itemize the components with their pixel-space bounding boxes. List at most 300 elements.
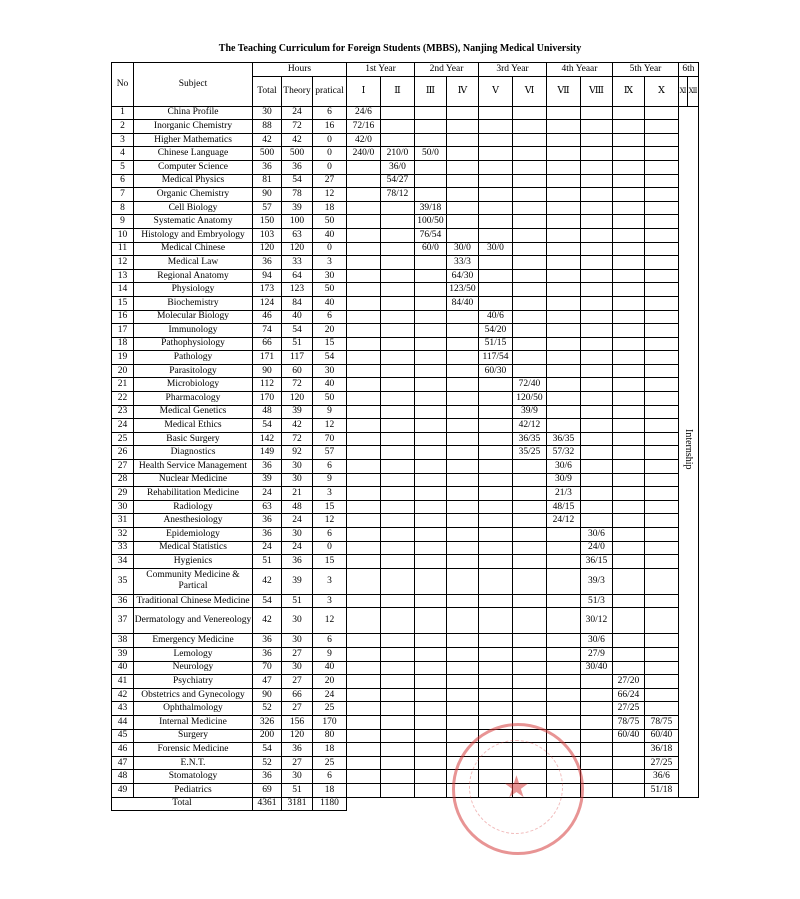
semester-hours <box>547 594 581 608</box>
semester-hours <box>479 106 513 120</box>
semester-hours <box>447 715 479 729</box>
table-row <box>112 555 699 569</box>
semester-hours <box>645 242 679 256</box>
semester-hours <box>581 688 613 702</box>
hours-theory: 42 <box>282 419 313 433</box>
table-row <box>112 324 699 338</box>
hours-theory: 48 <box>282 500 313 514</box>
hours-practical: 25 <box>313 756 347 770</box>
semester-hours <box>547 528 581 542</box>
semester-hours: 36/15 <box>581 555 613 569</box>
subject-name: Health Service Management <box>134 460 253 474</box>
row-number: 9 <box>112 215 134 229</box>
semester-hours <box>547 541 581 555</box>
semester-hours: 36/35 <box>513 432 547 446</box>
semester-hours <box>645 120 679 134</box>
hours-practical: 0 <box>313 242 347 256</box>
semester-hours <box>513 337 547 351</box>
subject-name: Higher Mathematics <box>134 133 253 147</box>
hours-practical: 30 <box>313 269 347 283</box>
subject-name: Psychiatry <box>134 675 253 689</box>
semester-hours <box>645 460 679 474</box>
hours-theory: 36 <box>282 743 313 757</box>
hours-theory: 72 <box>282 432 313 446</box>
hours-total: 326 <box>253 715 282 729</box>
hours-practical: 20 <box>313 675 347 689</box>
semester-hours: 21/3 <box>547 487 581 501</box>
semester-hours: 78/12 <box>381 188 415 202</box>
row-number: 15 <box>112 296 134 310</box>
table-row <box>112 675 699 689</box>
row-number: 19 <box>112 351 134 365</box>
subject-name: Medical Physics <box>134 174 253 188</box>
hours-practical: 15 <box>313 500 347 514</box>
semester-hours <box>415 594 447 608</box>
semester-hours <box>645 702 679 716</box>
row-number: 27 <box>112 460 134 474</box>
table-row <box>112 405 699 419</box>
semester-hours <box>381 528 415 542</box>
semester-hours <box>613 242 645 256</box>
table-row <box>112 514 699 528</box>
header-hours: Hours <box>253 63 347 77</box>
header-semester: Ⅹ <box>645 76 679 106</box>
hours-practical: 24 <box>313 688 347 702</box>
semester-hours <box>479 756 513 770</box>
hours-theory: 36 <box>282 555 313 569</box>
hours-theory: 30 <box>282 634 313 648</box>
semester-hours <box>547 120 581 134</box>
hours-theory: 51 <box>282 337 313 351</box>
semester-hours <box>581 160 613 174</box>
semester-hours <box>547 283 581 297</box>
semester-hours <box>613 770 645 784</box>
hours-total: 200 <box>253 729 282 743</box>
semester-hours <box>479 160 513 174</box>
semester-hours <box>479 120 513 134</box>
semester-hours <box>381 473 415 487</box>
semester-hours: 51/15 <box>479 337 513 351</box>
semester-hours <box>547 688 581 702</box>
subject-name: Medical Genetics <box>134 405 253 419</box>
semester-hours <box>479 715 513 729</box>
row-number: 25 <box>112 432 134 446</box>
row-number: 8 <box>112 201 134 215</box>
semester-hours <box>645 269 679 283</box>
row-number: 2 <box>112 120 134 134</box>
semester-hours <box>415 661 447 675</box>
semester-hours <box>645 337 679 351</box>
semester-hours <box>513 256 547 270</box>
semester-hours: 27/20 <box>613 675 645 689</box>
semester-hours <box>547 743 581 757</box>
semester-hours <box>447 228 479 242</box>
hours-theory: 72 <box>282 378 313 392</box>
semester-hours <box>513 702 547 716</box>
semester-hours <box>613 337 645 351</box>
semester-hours <box>415 269 447 283</box>
row-number: 39 <box>112 647 134 661</box>
hours-practical: 12 <box>313 419 347 433</box>
header-semester: Ⅵ <box>513 76 547 106</box>
semester-hours <box>415 364 447 378</box>
semester-hours <box>347 702 381 716</box>
hours-practical: 25 <box>313 702 347 716</box>
semester-hours <box>613 160 645 174</box>
semester-hours <box>581 201 613 215</box>
hours-total: 36 <box>253 256 282 270</box>
university-seal: ★ <box>452 723 584 855</box>
semester-hours <box>479 608 513 634</box>
hours-practical: 12 <box>313 514 347 528</box>
table-row <box>112 473 699 487</box>
hours-practical: 50 <box>313 215 347 229</box>
semester-hours <box>613 188 645 202</box>
row-number: 42 <box>112 688 134 702</box>
row-number: 41 <box>112 675 134 689</box>
row-number: 4 <box>112 147 134 161</box>
table-row <box>112 364 699 378</box>
header-semester: Ⅳ <box>447 76 479 106</box>
hours-theory: 27 <box>282 756 313 770</box>
semester-hours <box>613 647 645 661</box>
semester-hours <box>613 568 645 594</box>
semester-hours <box>415 106 447 120</box>
hours-practical: 40 <box>313 296 347 310</box>
header-semester: Ⅱ <box>381 76 415 106</box>
hours-total: 48 <box>253 405 282 419</box>
hours-total: 142 <box>253 432 282 446</box>
semester-hours: 51/3 <box>581 594 613 608</box>
semester-hours <box>479 743 513 757</box>
table-row <box>112 756 699 770</box>
semester-hours <box>415 715 447 729</box>
semester-hours <box>381 283 415 297</box>
subject-name: Community Medicine & Partical <box>134 568 253 594</box>
semester-hours: 30/9 <box>547 473 581 487</box>
semester-hours <box>645 487 679 501</box>
subject-name: Dermatology and Venereology <box>134 608 253 634</box>
hours-practical: 27 <box>313 174 347 188</box>
semester-hours <box>645 160 679 174</box>
semester-hours <box>513 473 547 487</box>
subject-name: China Profile <box>134 106 253 120</box>
semester-hours <box>547 337 581 351</box>
semester-hours <box>613 473 645 487</box>
hours-practical: 3 <box>313 487 347 501</box>
row-number: 5 <box>112 160 134 174</box>
semester-hours <box>547 364 581 378</box>
subject-name: Parasitology <box>134 364 253 378</box>
hours-theory: 30 <box>282 528 313 542</box>
semester-hours <box>645 568 679 594</box>
semester-hours <box>479 634 513 648</box>
header-no: No <box>112 63 134 107</box>
semester-hours <box>447 783 479 797</box>
header-year-4: 4th Yeaar <box>547 63 613 77</box>
semester-hours <box>513 133 547 147</box>
semester-hours <box>581 296 613 310</box>
semester-hours: 60/40 <box>645 729 679 743</box>
semester-hours <box>381 756 415 770</box>
row-number: 12 <box>112 256 134 270</box>
semester-hours <box>547 770 581 784</box>
semester-hours <box>415 337 447 351</box>
hours-practical: 0 <box>313 541 347 555</box>
hours-practical: 40 <box>313 661 347 675</box>
semester-hours: 100/50 <box>415 215 447 229</box>
semester-hours <box>447 120 479 134</box>
semester-hours <box>447 661 479 675</box>
hours-practical: 9 <box>313 473 347 487</box>
semester-hours <box>645 351 679 365</box>
subject-name: Nuclear Medicine <box>134 473 253 487</box>
semester-hours <box>513 106 547 120</box>
semester-hours <box>645 541 679 555</box>
semester-hours <box>479 528 513 542</box>
hours-total: 36 <box>253 770 282 784</box>
semester-hours <box>479 174 513 188</box>
table-row <box>112 715 699 729</box>
semester-hours <box>513 500 547 514</box>
hours-practical: 6 <box>313 460 347 474</box>
semester-hours <box>613 324 645 338</box>
semester-hours <box>613 419 645 433</box>
semester-hours <box>581 432 613 446</box>
semester-hours <box>581 702 613 716</box>
semester-hours <box>581 460 613 474</box>
row-number: 35 <box>112 568 134 594</box>
semester-hours <box>479 770 513 784</box>
semester-hours <box>645 675 679 689</box>
semester-hours <box>581 743 613 757</box>
semester-hours: 36/35 <box>547 432 581 446</box>
semester-hours <box>513 351 547 365</box>
subject-name: Pathophysiology <box>134 337 253 351</box>
semester-hours <box>547 324 581 338</box>
subject-name: Traditional Chinese Medicine <box>134 594 253 608</box>
semester-hours <box>347 528 381 542</box>
row-number: 29 <box>112 487 134 501</box>
semester-hours <box>645 419 679 433</box>
semester-hours <box>513 783 547 797</box>
hours-total: 46 <box>253 310 282 324</box>
hours-total: 36 <box>253 460 282 474</box>
semester-hours <box>381 324 415 338</box>
semester-hours <box>347 324 381 338</box>
semester-hours <box>347 541 381 555</box>
semester-hours <box>347 228 381 242</box>
hours-total: 120 <box>253 242 282 256</box>
semester-hours <box>447 324 479 338</box>
semester-hours: 30/0 <box>479 242 513 256</box>
hours-total: 36 <box>253 634 282 648</box>
semester-hours: 117/54 <box>479 351 513 365</box>
semester-hours <box>513 487 547 501</box>
hours-total: 81 <box>253 174 282 188</box>
semester-hours <box>415 514 447 528</box>
hours-theory: 21 <box>282 487 313 501</box>
semester-hours <box>581 756 613 770</box>
row-number: 13 <box>112 269 134 283</box>
semester-hours <box>613 201 645 215</box>
semester-hours <box>479 269 513 283</box>
semester-hours <box>447 337 479 351</box>
hours-theory: 33 <box>282 256 313 270</box>
semester-hours <box>415 473 447 487</box>
subject-name: Medical Law <box>134 256 253 270</box>
hours-theory: 92 <box>282 446 313 460</box>
semester-hours <box>613 215 645 229</box>
semester-hours <box>645 147 679 161</box>
semester-hours: 57/32 <box>547 446 581 460</box>
semester-hours: 30/6 <box>581 528 613 542</box>
hours-theory: 120 <box>282 392 313 406</box>
semester-hours <box>381 364 415 378</box>
semester-hours <box>547 634 581 648</box>
semester-hours <box>613 514 645 528</box>
semester-hours <box>613 661 645 675</box>
semester-hours <box>347 608 381 634</box>
semester-hours <box>415 743 447 757</box>
semester-hours <box>447 446 479 460</box>
semester-hours <box>447 392 479 406</box>
semester-hours <box>513 555 547 569</box>
semester-hours: 30/12 <box>581 608 613 634</box>
subject-name: Cell Biology <box>134 201 253 215</box>
semester-hours: 210/0 <box>381 147 415 161</box>
semester-hours <box>645 555 679 569</box>
semester-hours <box>347 756 381 770</box>
semester-hours <box>581 514 613 528</box>
semester-hours <box>547 269 581 283</box>
table-row <box>112 647 699 661</box>
semester-hours <box>381 405 415 419</box>
semester-hours <box>513 310 547 324</box>
hours-practical: 20 <box>313 324 347 338</box>
semester-hours <box>513 541 547 555</box>
semester-hours <box>645 106 679 120</box>
semester-hours <box>547 201 581 215</box>
semester-hours <box>347 174 381 188</box>
subject-name: Biochemistry <box>134 296 253 310</box>
semester-hours <box>581 242 613 256</box>
subject-name: Rehabilitation Medicine <box>134 487 253 501</box>
hours-practical: 0 <box>313 133 347 147</box>
hours-theory: 60 <box>282 364 313 378</box>
semester-hours <box>645 594 679 608</box>
hours-theory: 156 <box>282 715 313 729</box>
hours-total: 94 <box>253 269 282 283</box>
semester-hours <box>613 756 645 770</box>
semester-hours <box>581 256 613 270</box>
table-row <box>112 242 699 256</box>
subject-name: Hygienics <box>134 555 253 569</box>
semester-hours <box>381 608 415 634</box>
semester-hours <box>347 310 381 324</box>
semester-hours <box>613 460 645 474</box>
semester-hours <box>447 106 479 120</box>
semester-hours <box>581 310 613 324</box>
semester-hours <box>347 514 381 528</box>
semester-hours <box>613 405 645 419</box>
semester-hours <box>547 661 581 675</box>
hours-practical: 170 <box>313 715 347 729</box>
header-semester: Ⅰ <box>347 76 381 106</box>
semester-hours <box>381 392 415 406</box>
semester-hours <box>347 351 381 365</box>
table-row <box>112 351 699 365</box>
semester-hours: 42/0 <box>347 133 381 147</box>
semester-hours <box>547 608 581 634</box>
semester-hours <box>613 228 645 242</box>
row-number: 10 <box>112 228 134 242</box>
semester-hours <box>347 364 381 378</box>
hours-total: 47 <box>253 675 282 689</box>
semester-hours <box>381 201 415 215</box>
hours-total: 70 <box>253 661 282 675</box>
semester-hours <box>581 405 613 419</box>
table-row <box>112 269 699 283</box>
row-number: 28 <box>112 473 134 487</box>
hours-total: 90 <box>253 188 282 202</box>
row-number: 7 <box>112 188 134 202</box>
hours-theory: 120 <box>282 729 313 743</box>
semester-hours <box>479 188 513 202</box>
semester-hours <box>613 310 645 324</box>
semester-hours <box>479 201 513 215</box>
semester-hours <box>347 473 381 487</box>
row-number: 24 <box>112 419 134 433</box>
semester-hours <box>547 729 581 743</box>
semester-hours: 78/75 <box>645 715 679 729</box>
hours-theory: 30 <box>282 460 313 474</box>
table-row <box>112 201 699 215</box>
subject-name: Obstetrics and Gynecology <box>134 688 253 702</box>
semester-hours <box>381 296 415 310</box>
semester-hours <box>479 378 513 392</box>
semester-hours <box>479 487 513 501</box>
semester-hours <box>447 215 479 229</box>
semester-hours <box>547 160 581 174</box>
row-number: 1 <box>112 106 134 120</box>
semester-hours <box>447 432 479 446</box>
table-row <box>112 500 699 514</box>
hours-practical: 70 <box>313 432 347 446</box>
table-row <box>112 594 699 608</box>
semester-hours <box>347 215 381 229</box>
subject-name: Stomatology <box>134 770 253 784</box>
semester-hours <box>347 555 381 569</box>
hours-total: 150 <box>253 215 282 229</box>
semester-hours: 51/18 <box>645 783 679 797</box>
hours-total: 30 <box>253 106 282 120</box>
subject-name: Emergency Medicine <box>134 634 253 648</box>
semester-hours <box>447 188 479 202</box>
semester-hours <box>381 541 415 555</box>
semester-hours <box>547 228 581 242</box>
table-row <box>112 634 699 648</box>
table-row <box>112 528 699 542</box>
semester-hours <box>415 756 447 770</box>
semester-hours <box>447 310 479 324</box>
semester-hours <box>547 351 581 365</box>
semester-hours <box>613 133 645 147</box>
semester-hours <box>381 555 415 569</box>
semester-hours <box>645 296 679 310</box>
header-subject: Subject <box>134 63 253 107</box>
semester-hours <box>513 647 547 661</box>
